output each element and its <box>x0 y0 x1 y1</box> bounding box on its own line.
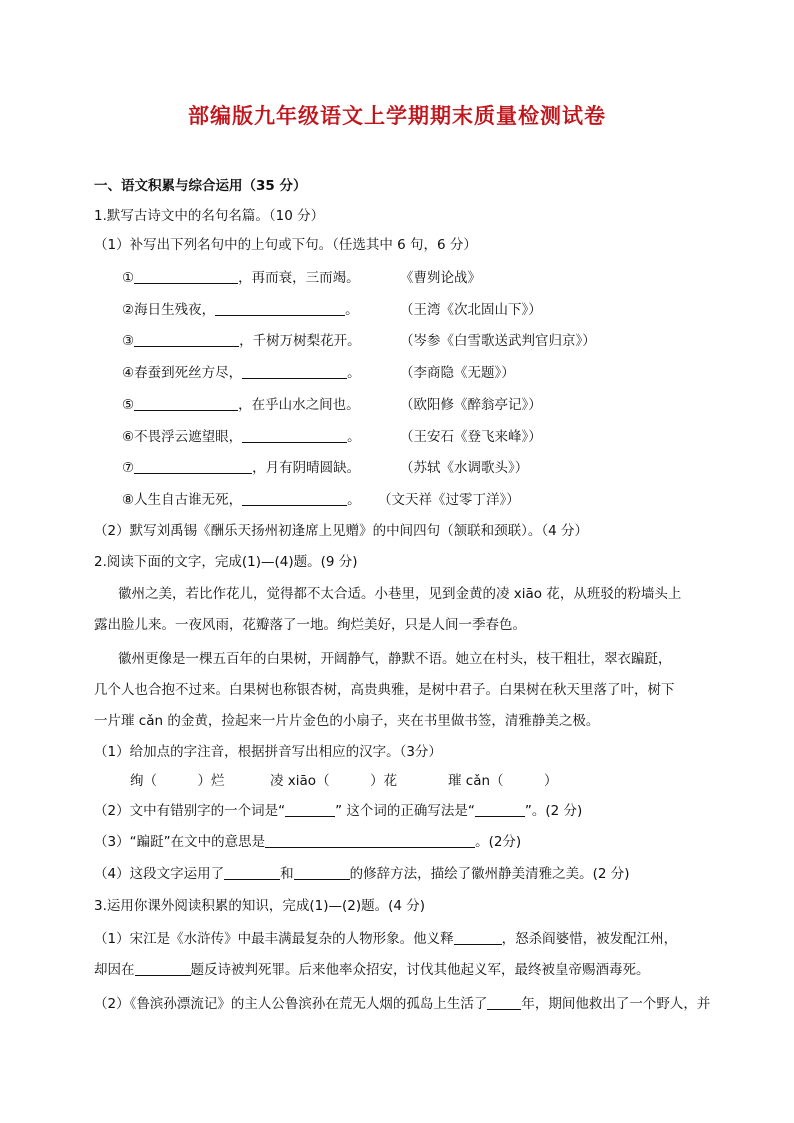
poem-line-1: ① ，再而衰，三而竭。 <box>122 270 360 286</box>
pinyin-item-2: 凌 xiāo（ ）花 <box>270 773 398 789</box>
poem-source-2: （王湾《次北固山下》） <box>400 302 542 318</box>
passage-line: 露出脸儿来。一夜风雨，花瓣落了一地。绚烂美好，只是人间一季春色。 <box>94 617 526 633</box>
poem-line-8: ⑧人生自古谁无死， 。 <box>122 492 361 508</box>
answer-blank[interactable] <box>454 930 502 945</box>
question-3-stem: 3.运用你课外阅读积累的知识，完成(1)—(2)题。(4 分) <box>94 898 426 914</box>
answer-blank[interactable] <box>242 428 347 443</box>
poem-source-4: （李商隐《无题》） <box>400 365 515 381</box>
passage-line: 徽州更像是一棵五百年的白果树，开阔静气，静默不语。她立在村头，枝干粗壮，翠衣蹁跹， <box>118 651 672 667</box>
question-3-sub-2: （2）《鲁滨孙漂流记》的主人公鲁滨孙在荒无人烟的孤岛上生活了 年，期间他救出了一个野人，并 <box>94 996 711 1012</box>
question-1-stem: 1.默写古诗文中的名句名篇。（10 分） <box>94 208 325 224</box>
answer-blank[interactable] <box>134 332 239 347</box>
pinyin-item-3: 璀 cǎn（ ） <box>448 773 558 789</box>
answer-blank[interactable] <box>134 269 238 284</box>
poem-line-6: ⑥不畏浮云遮望眼， 。 <box>122 429 361 445</box>
passage-line: 一片璀 cǎn 的金黄，捡起来一片片金色的小扇子，夹在书里做书签，清雅静美之极。 <box>94 713 600 729</box>
poem-line-4: ④春蚕到死丝方尽， 。 <box>122 365 361 381</box>
answer-blank[interactable] <box>135 961 191 976</box>
question-3-sub-1-cont: 却因在 题反诗被判死罪。后来他率众招安，讨伐其他起义军，最终被皇帝赐酒毒死。 <box>94 962 650 978</box>
passage-line: 几个人也合抱不过来。白果树也称银杏树，高贵典雅，是树中君子。白果树在秋天里落了叶，树下 <box>94 682 675 698</box>
section-heading: 一、语文积累与综合运用（35 分） <box>94 178 307 194</box>
pinyin-item-1: 绚（ ）烂 <box>130 773 225 789</box>
question-2-sub-4: （4）这段文字运用了 和 的修辞方法，描绘了徽州静美清雅之美。(2 分) <box>94 866 630 882</box>
poem-source-1: 《曹刿论战》 <box>400 270 481 286</box>
answer-blank[interactable] <box>294 865 350 880</box>
passage-line: 徽州之美，若比作花儿，觉得都不太合适。小巷里，见到金黄的凌 xiāo 花，从班驳的粉墙头上 <box>118 586 682 602</box>
answer-blank[interactable] <box>285 802 335 817</box>
answer-blank[interactable] <box>487 995 521 1010</box>
answer-blank[interactable] <box>265 833 475 848</box>
poem-line-2: ②海日生残夜， 。 <box>122 302 359 318</box>
question-1-sub-1: （1）补写出下列名句中的上句或下句。（任选其中 6 句，6 分） <box>94 237 477 253</box>
answer-blank[interactable] <box>134 459 252 474</box>
poem-source-5: （欧阳修《醉翁亭记》） <box>400 397 542 413</box>
question-2-sub-1: （1）给加点的字注音，根据拼音写出相应的汉字。（3分） <box>94 744 442 760</box>
answer-blank[interactable] <box>242 491 347 506</box>
poem-source-3: （岑参《白雪歌送武判官归京》） <box>400 333 596 349</box>
question-1-sub-2: （2）默写刘禹锡《酬乐天扬州初逢席上见赠》的中间四句（颔联和颈联）。（4 分） <box>94 523 588 539</box>
poem-line-7: ⑦ ，月有阴晴圆缺。 <box>122 460 361 476</box>
poem-line-5: ⑤ ，在乎山水之间也。 <box>122 397 360 413</box>
question-2-sub-2: （2）文中有错别字的一个词是“ ” 这个词的正确写法是“ ”。(2 分) <box>94 803 583 819</box>
page-title: 部编版九年级语文上学期期末质量检测试卷 <box>188 104 606 128</box>
answer-blank[interactable] <box>134 396 238 411</box>
question-2-sub-3: （3）“蹁跹”在文中的意思是 。(2分) <box>94 834 522 850</box>
answer-blank[interactable] <box>475 802 525 817</box>
answer-blank[interactable] <box>224 865 280 880</box>
question-3-sub-1: （1）宋江是《水浒传》中最丰满最复杂的人物形象。他义释 ，怒杀阎婆惜，被发配江州， <box>94 931 678 947</box>
poem-source-7: （苏轼《水调歌头》） <box>400 460 529 476</box>
question-2-stem: 2.阅读下面的文字，完成(1)—(4)题。(9 分) <box>94 554 358 570</box>
answer-blank[interactable] <box>242 364 347 379</box>
poem-source-8: （文天祥《过零丁洋》） <box>378 492 520 508</box>
answer-blank[interactable] <box>215 301 345 316</box>
poem-line-3: ③ ，千树万树梨花开。 <box>122 333 361 349</box>
poem-source-6: （王安石《登飞来峰》） <box>400 429 542 445</box>
